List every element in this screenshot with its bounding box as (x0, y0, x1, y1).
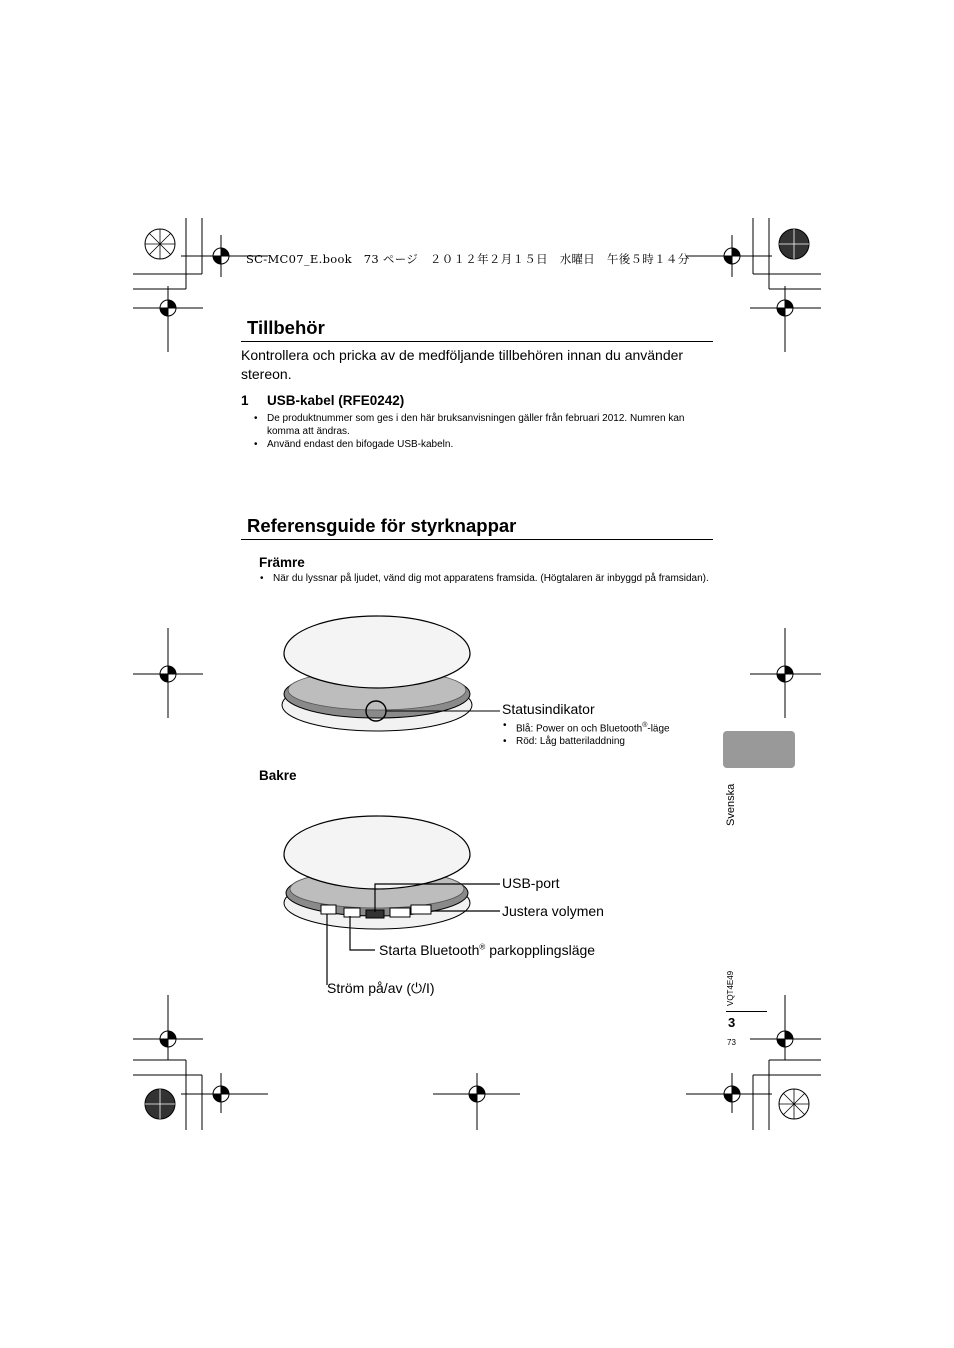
front-note-text: • När du lyssnar på ljudet, vänd dig mot apparatens framsida. (Högtalaren är inbyggd på framsidan). (260, 572, 710, 585)
intro-text: Kontrollera och pricka av de medföljande tillbehören innan du använder stereon. (241, 347, 684, 382)
book-page-number: 73 (727, 1038, 736, 1047)
status-indicator-label: Statusindikator (502, 701, 595, 717)
status-note-blue-b: -läge (647, 723, 670, 735)
section-title-tillbehor: Tillbehör (247, 317, 325, 338)
bluetooth-pairing-text-a: Starta Bluetooth (379, 942, 480, 958)
note-use-supplied-cable: • Använd endast den bifogade USB-kabeln. (254, 438, 714, 451)
front-heading: Främre (259, 555, 305, 570)
note-product-numbers: • De produktnummer som ges i den här bruksanvisningen gäller från februari 2012. Numren kan komma att ändras. (254, 412, 714, 438)
volume-label: Justera volymen (502, 903, 604, 919)
page-number: 3 (728, 1015, 736, 1030)
item-number: 1 (241, 393, 249, 408)
registered-mark: ® (479, 942, 486, 952)
usb-port-label: USB-port (502, 875, 560, 891)
item-title: USB-kabel (RFE0242) (267, 393, 405, 408)
language-label: Svenska (725, 783, 737, 826)
language-tab (723, 731, 795, 768)
power-label (327, 980, 435, 997)
print-header-meta: SC-MC07_E.book 73 ページ ２０１２年２月１５日 水曜日 午後５時１４分 (246, 252, 690, 266)
registered-mark: ® (642, 722, 648, 729)
power-icon: ⏻ (411, 981, 423, 997)
doc-code: VQT4E49 (726, 970, 735, 1006)
status-note-red: • Röd: Låg batteriladdning (503, 735, 713, 748)
bluetooth-pairing-label (379, 942, 595, 958)
power-text-a: Ström på/av ( (327, 980, 412, 996)
bluetooth-pairing-text-b: parkopplingsläge (485, 942, 596, 958)
power-text-b: /I) (422, 980, 435, 996)
back-heading: Bakre (259, 768, 297, 783)
sidebar-rule (726, 1011, 767, 1012)
section-title-referensguide: Referensguide för styrknappar (247, 515, 517, 536)
status-note-blue-a: Blå: Power on och Bluetooth (516, 723, 643, 735)
